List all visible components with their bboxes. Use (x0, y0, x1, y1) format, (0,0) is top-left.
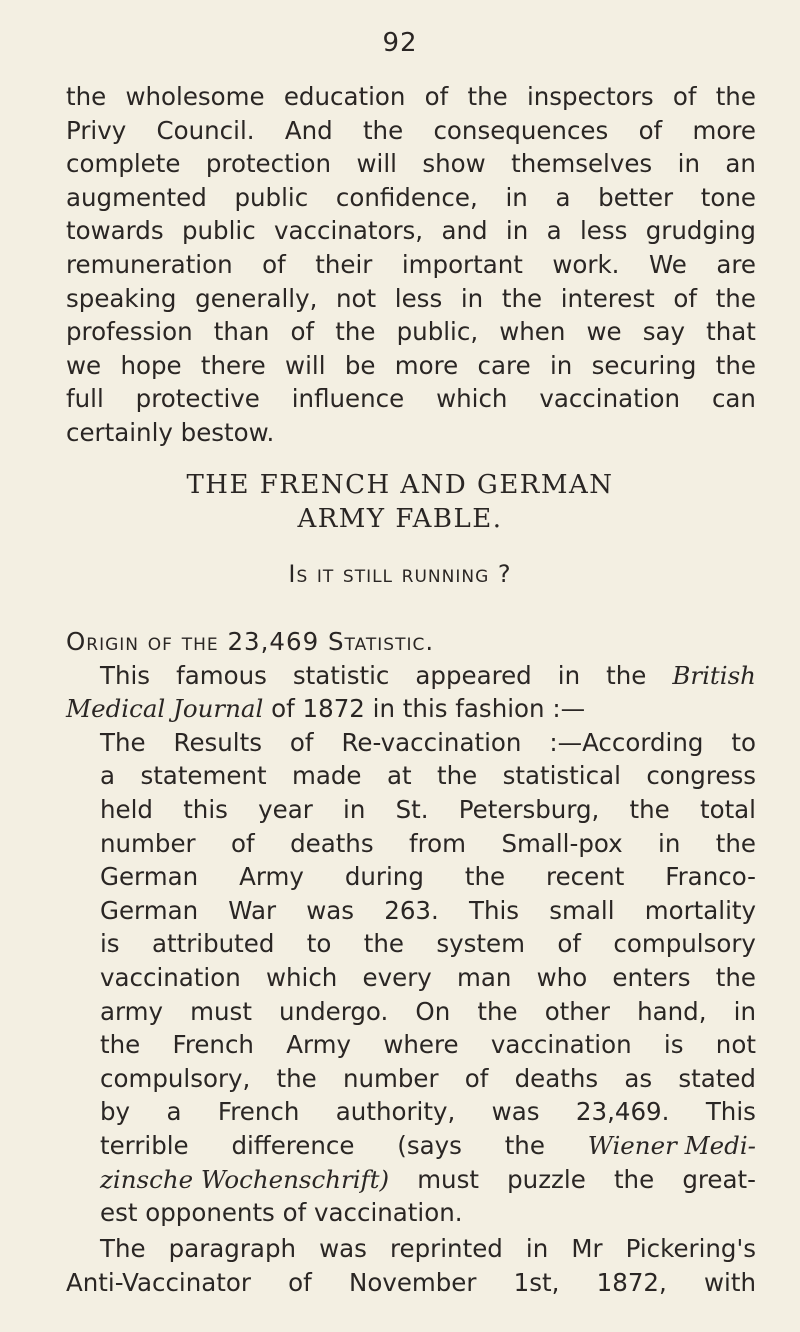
quote-line: German Army during the recent Franco- (100, 862, 756, 892)
quote-line: vaccination which every man who enters the (100, 962, 756, 992)
paragraph-3 (66, 1232, 756, 1299)
text-line: speaking generally, not less in the interest of the (66, 283, 756, 313)
text-line (66, 692, 756, 726)
intro-text: of 1872 in this fashion :— (271, 694, 586, 724)
text-line: complete protection will show themselves in an (66, 149, 756, 179)
quote-line: a statement made at the statistical congress (100, 761, 756, 791)
quote-line: zinsche Wochenschrift) must puzzle the great- (66, 1163, 756, 1197)
text-line: towards public vaccinators, and in a less grudging (66, 216, 756, 246)
text-line: remuneration of their important work. We are (66, 249, 756, 279)
journal-title: zinsche Wochenschrift) (100, 1164, 390, 1194)
quote-line: the French Army where vaccination is not (100, 1030, 756, 1060)
text-line: the wholesome education of the inspectors of the (66, 82, 756, 111)
journal-title: British (672, 660, 756, 690)
text-line: certainly bestow. (66, 417, 275, 447)
paragraph-1 (66, 80, 756, 450)
text-line: This famous statistic appeared in the British (66, 659, 756, 693)
section-heading-line-1: THE FRENCH AND GERMAN (186, 470, 614, 500)
text-line: full protective influence which vaccination can (66, 384, 756, 414)
text-line: Anti-Vaccinator of November 1st, 1872, with (66, 1267, 756, 1297)
quote-line: held this year in St. Petersburg, the total (100, 794, 756, 824)
subheading: Is it still running ? (288, 560, 512, 588)
text-line: augmented public confidence, in a better tone (66, 182, 756, 212)
origin-heading: Origin of the 23,469 Statistic. (66, 627, 435, 656)
quote-line: number of deaths from Small-pox in the (100, 828, 756, 858)
quote-line: compulsory, the number of deaths as stated (100, 1063, 756, 1093)
text-line: Privy Council. And the consequences of more (66, 115, 756, 145)
quote-line: terrible difference (says the Wiener Medi- (66, 1129, 756, 1163)
quote-line: The Results of Re-vaccination :—According to (100, 727, 756, 757)
text-line: profession than of the public, when we say that (66, 317, 756, 347)
quote-line: army must undergo. On the other hand, in (100, 996, 756, 1026)
paragraph-2 (66, 625, 756, 1230)
text-line: The paragraph was reprinted in Mr Pickering's (100, 1234, 756, 1263)
journal-title: Wiener Medi- (587, 1130, 756, 1160)
section-heading-line-2: ARMY FABLE. (297, 504, 503, 534)
quote-line: est opponents of vaccination. (100, 1198, 463, 1228)
text-line: we hope there will be more care in securing the (66, 350, 756, 380)
page-number: 92 (382, 28, 418, 58)
quote-line: by a French authority, was 23,469. This (100, 1097, 756, 1127)
quote-line: German War was 263. This small mortality (100, 895, 756, 925)
journal-title: Medical Journal (66, 694, 264, 724)
quote-line: is attributed to the system of compulsory (100, 929, 756, 959)
